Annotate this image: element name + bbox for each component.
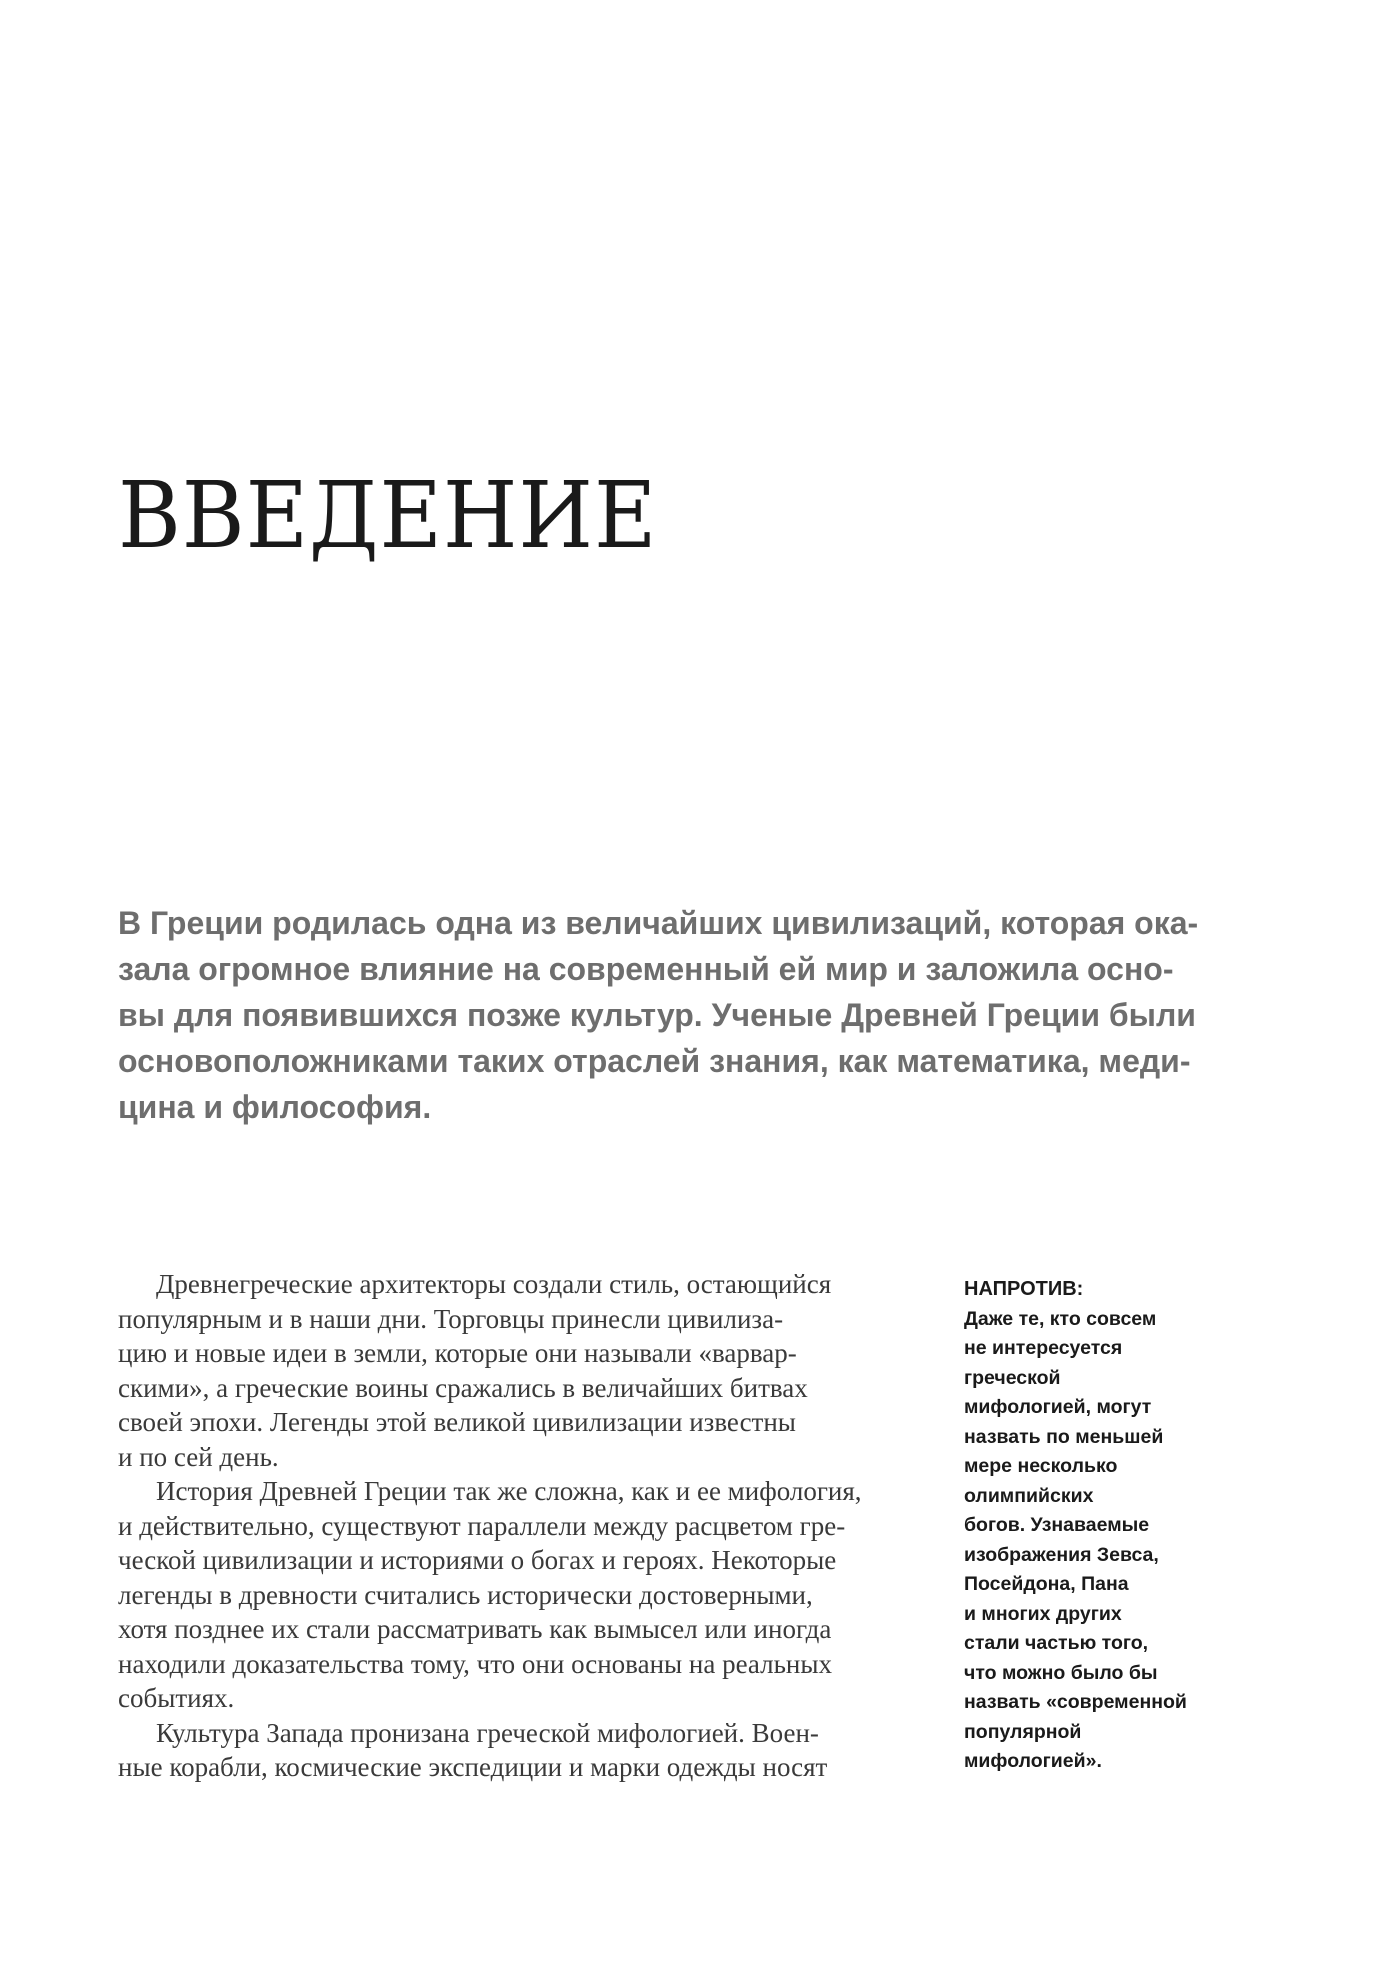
lead-line: цина и философия.	[118, 1089, 432, 1125]
caption-line: стали частью того,	[964, 1632, 1149, 1654]
caption-line: мере несколько	[964, 1455, 1118, 1477]
body-line: событиях.	[118, 1683, 235, 1713]
body-line: находили доказательства тому, что они основаны на реальных	[118, 1648, 832, 1679]
caption-line: мифологией».	[964, 1750, 1102, 1772]
caption-line: мифологией, могут	[964, 1396, 1152, 1418]
caption-line: богов. Узнаваемые	[964, 1514, 1150, 1536]
body-line: своей эпохи. Легенды этой великой цивилизации известны	[118, 1407, 796, 1437]
lead-line: зала огромное влияние на современный ей мир и заложила осно-	[118, 951, 1174, 987]
body-line: скими», а греческие воины сражались в величайших битвах	[118, 1372, 808, 1403]
caption-line: и многих других	[964, 1602, 1122, 1625]
body-line: хотя позднее их стали рассматривать как вымысел или иногда	[118, 1614, 832, 1644]
body-line: ческой цивилизации и историями о богах и героях. Некоторые	[118, 1545, 837, 1575]
lead-line: вы для появившихся позже культур. Ученые Древней Греции были	[118, 997, 1196, 1033]
chapter-title: ВВЕДЕНИЕ	[118, 462, 658, 569]
body-line: Древнегреческие архитекторы создали стиль, остающийся	[156, 1269, 832, 1299]
caption-line: Даже те, кто совсем	[964, 1307, 1157, 1330]
image-caption	[964, 1275, 1214, 1777]
lead-line: В Греции родилась одна из величайших цивилизаций, которая ока-	[118, 905, 1199, 941]
body-line: История Древней Греции так же сложна, как и ее мифология,	[156, 1476, 862, 1506]
body-line: легенды в древности считались исторически достоверными,	[118, 1579, 813, 1610]
caption-line: изображения Зевса,	[964, 1543, 1159, 1566]
body-line: цию и новые идеи в земли, которые они называли «варвар-	[118, 1338, 797, 1368]
body-line: и действительно, существуют параллели между расцветом гре-	[118, 1510, 846, 1541]
body-text	[118, 1267, 928, 1785]
caption-line: не интересуется	[964, 1337, 1123, 1359]
caption-line: олимпийских	[964, 1484, 1094, 1507]
body-line: и по сей день.	[118, 1441, 279, 1472]
caption-heading: НАПРОТИВ:	[964, 1278, 1084, 1300]
body-line: ные корабли, космические экспедиции и марки одежды носят	[118, 1752, 828, 1782]
caption-line: популярной	[964, 1720, 1082, 1743]
caption-line: назвать по меньшей	[964, 1425, 1164, 1448]
caption-line: Посейдона, Пана	[964, 1573, 1129, 1595]
caption-line: греческой	[964, 1366, 1061, 1389]
caption-line: назвать «современной	[964, 1691, 1187, 1713]
lead-line: основоположниками таких отраслей знания, как математика, меди-	[118, 1043, 1191, 1079]
lead-paragraph	[118, 900, 1208, 1130]
caption-line: что можно было бы	[964, 1661, 1158, 1684]
body-line: Культура Запада пронизана греческой мифологией. Воен-	[156, 1717, 819, 1748]
body-line: популярным и в наши дни. Торговцы принесли цивилиза-	[118, 1303, 784, 1334]
